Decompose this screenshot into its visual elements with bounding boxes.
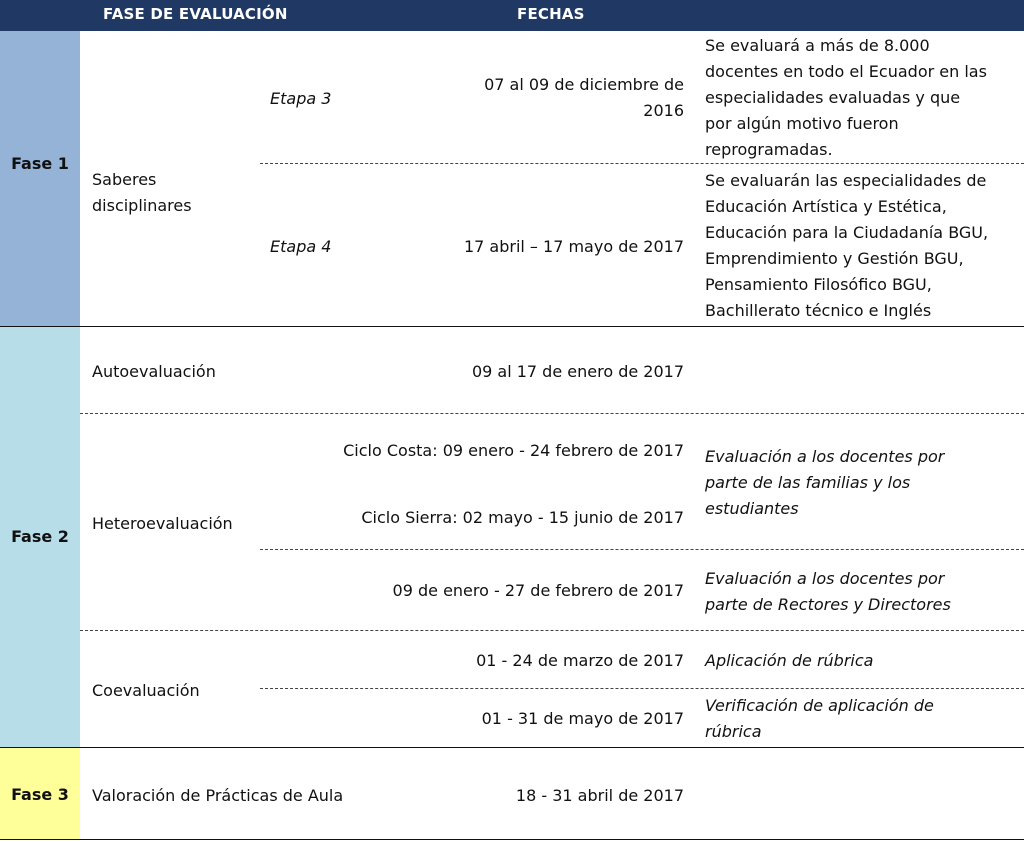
hetero-date-sierra: Ciclo Sierra: 02 mayo - 15 junio de 2017: [361, 508, 684, 527]
hetero-date-costa: Ciclo Costa: 09 enero - 24 febrero de 2017: [343, 441, 684, 460]
etapa3-date-line1: 07 al 09 de diciembre de: [484, 75, 684, 94]
autoevaluacion-date: 09 al 17 de enero de 2017: [471, 362, 684, 381]
etapa3-desc-line: docentes en todo el Ecuador en las: [705, 62, 987, 81]
co-date2: 01 - 31 de mayo de 2017: [481, 709, 684, 728]
header-fechas: FECHAS: [517, 5, 585, 23]
fase3-component: Valoración de Prácticas de Aula: [92, 786, 344, 805]
hetero-desc2-line: parte de Rectores y Directores: [705, 595, 951, 614]
etapa3-desc-line: Se evaluará a más de 8.000: [705, 36, 930, 55]
fase1-component-line2: disciplinares: [92, 196, 192, 215]
header-fase-de-evaluacion: FASE DE EVALUACIÓN: [103, 5, 288, 23]
etapa4-desc-line: Se evaluarán las especialidades de: [705, 171, 987, 190]
co-desc2-line: Verificación de aplicación de: [705, 696, 934, 715]
fase1-component-line1: Saberes: [92, 170, 157, 189]
etapa3-label: Etapa 3: [270, 89, 332, 108]
divider-auto-hetero: [80, 413, 1024, 414]
fase3-date: 18 - 31 abril de 2017: [515, 786, 684, 805]
fase1-cell: [0, 31, 80, 326]
etapa3-desc-line: por algún motivo fueron: [705, 114, 899, 133]
etapa4-desc-line: Bachillerato técnico e Inglés: [705, 301, 932, 320]
fase3-label: Fase 3: [11, 785, 69, 804]
divider-fase1-fase2: [0, 326, 1024, 327]
divider-etapa: [260, 163, 1024, 164]
etapa4-desc-line: Educación Artística y Estética,: [705, 197, 947, 216]
etapa3-date-line2: 2016: [643, 101, 684, 120]
fase2-label: Fase 2: [11, 527, 69, 546]
etapa3-desc-line: reprogramadas.: [705, 140, 833, 159]
hetero-date2: 09 de enero - 27 de febrero de 2017: [392, 581, 684, 600]
hetero-desc2-line: Evaluación a los docentes por: [705, 569, 945, 588]
table-bottom-border: [0, 839, 1024, 840]
co-desc2-line: rúbrica: [705, 722, 762, 741]
etapa4-desc-line: Emprendimiento y Gestión BGU,: [705, 249, 964, 268]
hetero-desc1-line: Evaluación a los docentes por: [705, 447, 945, 466]
fase1-label: Fase 1: [11, 154, 69, 173]
etapa4-desc-line: Educación para la Ciudadanía BGU,: [705, 223, 989, 242]
co-date1: 01 - 24 de marzo de 2017: [476, 651, 684, 670]
heteroevaluacion-label: Heteroevaluación: [92, 514, 233, 533]
co-desc1: Aplicación de rúbrica: [705, 651, 874, 670]
etapa4-label: Etapa 4: [270, 237, 332, 256]
divider-hetero-co: [80, 630, 1024, 631]
hetero-desc1-line: estudiantes: [705, 499, 799, 518]
hetero-desc1-line: parte de las familias y los: [705, 473, 911, 492]
divider-co-sub: [260, 688, 1024, 689]
autoevaluacion-label: Autoevaluación: [92, 362, 216, 381]
divider-hetero-sub: [260, 549, 1024, 550]
coevaluacion-label: Coevaluación: [92, 681, 200, 700]
divider-fase2-fase3: [0, 747, 1024, 748]
etapa4-desc-line: Pensamiento Filosófico BGU,: [705, 275, 932, 294]
etapa3-desc-line: especialidades evaluadas y que: [705, 88, 961, 107]
etapa4-date: 17 abril – 17 mayo de 2017: [463, 237, 684, 256]
